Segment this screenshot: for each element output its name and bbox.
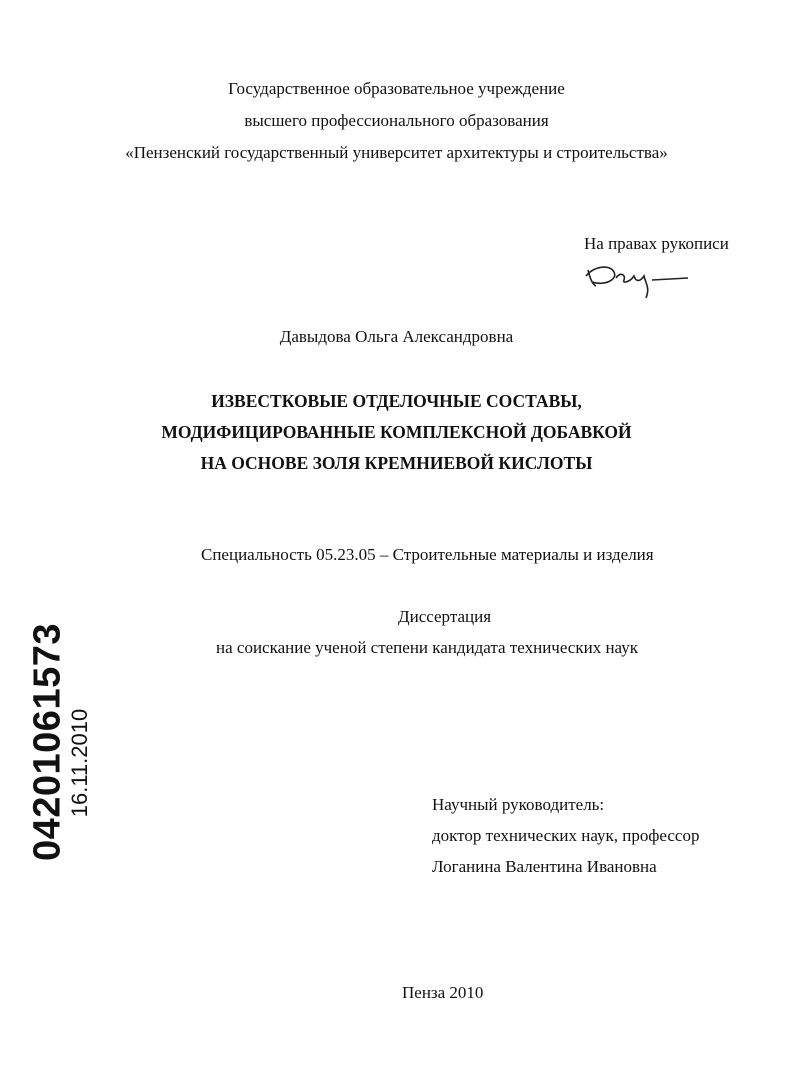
- archive-date: 16.11.2010: [67, 708, 92, 818]
- title-line-1: ИЗВЕСТКОВЫЕ ОТДЕЛОЧНЫЕ СОСТАВЫ,: [211, 391, 582, 411]
- handwritten-signature: [580, 258, 700, 302]
- institution-line-1: Государственное образовательное учреждение: [228, 79, 565, 98]
- institution-line-3: «Пензенский государственный университет архитектуры и строительства»: [125, 143, 668, 162]
- place-year: Пенза 2010: [402, 983, 484, 1002]
- specialty: Специальность 05.23.05 – Строительные материалы и изделия: [201, 545, 654, 564]
- supervisor-label: Научный руководитель:: [432, 795, 605, 814]
- title-line-2: МОДИФИЦИРОВАННЫЕ КОМПЛЕКСНОЙ ДОБАВКОЙ: [161, 422, 632, 442]
- archive-code: 04201061573: [26, 623, 69, 861]
- degree-line: на соискание ученой степени кандидата технических наук: [216, 638, 639, 657]
- title-line-3: НА ОСНОВЕ ЗОЛЯ КРЕМНИЕВОЙ КИСЛОТЫ: [200, 453, 593, 473]
- institution-line-2: высшего профессионального образования: [244, 111, 549, 130]
- manuscript-note: На правах рукописи: [584, 234, 729, 253]
- supervisor-name: Логанина Валентина Ивановна: [432, 857, 657, 876]
- work-type: Диссертация: [398, 607, 492, 626]
- author-name: Давыдова Ольга Александровна: [279, 327, 514, 346]
- supervisor-degree: доктор технических наук, профессор: [432, 826, 700, 845]
